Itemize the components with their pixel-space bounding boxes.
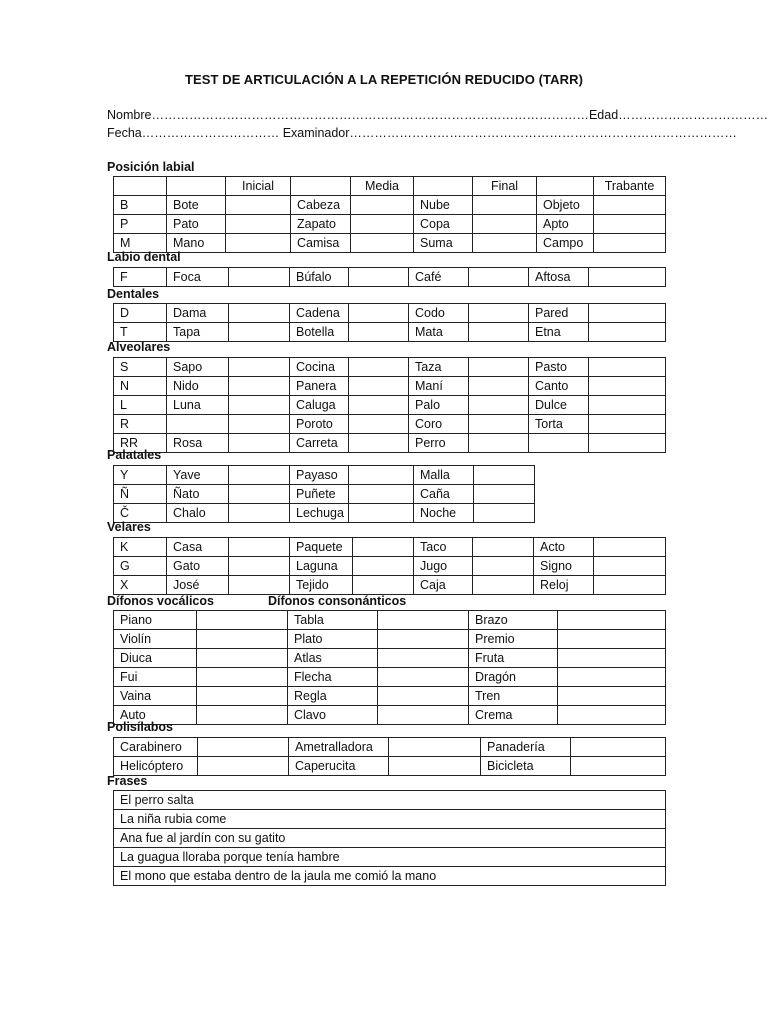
table-cell: R	[114, 415, 167, 434]
section-alveolares: Alveolares	[107, 340, 171, 354]
table-cell	[589, 396, 666, 415]
table-cell	[474, 504, 535, 523]
table-cell: Suma	[414, 234, 473, 253]
table-cell: Lechuga	[290, 504, 349, 523]
header-cell: Final	[473, 177, 537, 196]
table-cell: Copa	[414, 215, 473, 234]
header-cell	[167, 177, 226, 196]
table-cell: Bicicleta	[481, 757, 571, 776]
table-cell: El mono que estaba dentro de la jaula me comió la mano	[114, 867, 666, 886]
table-cell	[349, 485, 414, 504]
table-cell: Violín	[114, 630, 197, 649]
table-cell: Rosa	[167, 434, 229, 453]
table-cell	[594, 576, 666, 595]
table-cell: Torta	[529, 415, 589, 434]
table-cell: Auto	[114, 706, 197, 725]
table-cell	[473, 234, 537, 253]
table-cell: Objeto	[537, 196, 594, 215]
table-cell	[229, 557, 290, 576]
table-cell: Cadena	[290, 304, 349, 323]
table-cell: Cocina	[290, 358, 349, 377]
table-cell: Atlas	[288, 649, 378, 668]
table-row	[114, 304, 666, 323]
table-cell	[229, 466, 290, 485]
table-cell: Y	[114, 466, 167, 485]
table-cell	[351, 196, 414, 215]
table-row	[114, 791, 666, 810]
table-labio-dental	[113, 267, 666, 287]
table-cell: Foca	[167, 268, 229, 287]
table-cell: Botella	[290, 323, 349, 342]
table-cell: Panadería	[481, 738, 571, 757]
table-cell: G	[114, 557, 167, 576]
table-cell: Camisa	[291, 234, 351, 253]
section-difonos-consonanticos: Dífonos consonánticos	[268, 594, 407, 608]
table-cell	[229, 323, 290, 342]
table-cell	[378, 687, 469, 706]
table-cell	[229, 304, 290, 323]
table-row	[114, 504, 535, 523]
table-cell	[353, 538, 414, 557]
table-row	[114, 196, 666, 215]
table-cell: Gato	[167, 557, 229, 576]
table-row	[114, 323, 666, 342]
header-cell	[291, 177, 351, 196]
table-cell: Ñato	[167, 485, 229, 504]
table-cell: Acto	[534, 538, 594, 557]
table-cell	[469, 377, 529, 396]
table-cell	[226, 196, 291, 215]
table-cell: P	[114, 215, 167, 234]
table-cell	[469, 268, 529, 287]
table-row	[114, 466, 535, 485]
table-cell	[473, 538, 534, 557]
table-cell	[349, 415, 409, 434]
table-row	[114, 867, 666, 886]
table-row	[114, 358, 666, 377]
table-cell: Dama	[167, 304, 229, 323]
table-cell	[197, 706, 288, 725]
table-cell: Codo	[409, 304, 469, 323]
header-cell: Trabante	[594, 177, 666, 196]
table-cell	[197, 630, 288, 649]
table-cell	[594, 538, 666, 557]
table-cell	[558, 687, 666, 706]
table-velares	[113, 537, 666, 595]
table-cell	[197, 649, 288, 668]
table-cell	[378, 668, 469, 687]
table-cell: T	[114, 323, 167, 342]
table-cell	[378, 611, 469, 630]
table-cell: Panera	[290, 377, 349, 396]
table-cell	[589, 268, 666, 287]
table-cell: Puñete	[290, 485, 349, 504]
table-cell: Búfalo	[290, 268, 349, 287]
table-cell: Tejido	[290, 576, 353, 595]
table-row	[114, 268, 666, 287]
table-cell	[351, 234, 414, 253]
table-cell	[229, 415, 290, 434]
table-cell: Helicóptero	[114, 757, 198, 776]
table-cell: F	[114, 268, 167, 287]
table-palatales	[113, 465, 535, 523]
table-cell	[349, 304, 409, 323]
table-cell	[474, 466, 535, 485]
table-cell: L	[114, 396, 167, 415]
table-cell: Diuca	[114, 649, 197, 668]
section-frases: Frases	[107, 774, 148, 788]
table-frases	[113, 790, 666, 886]
fecha-examinador-line: Fecha…………………………… Examinador…………………………………………………………………………………	[107, 126, 737, 140]
table-cell: Reloj	[534, 576, 594, 595]
table-cell: Perro	[409, 434, 469, 453]
table-row	[114, 848, 666, 867]
table-cell: Nube	[414, 196, 473, 215]
table-cell: B	[114, 196, 167, 215]
table-cell: Caja	[414, 576, 473, 595]
table-cell	[589, 415, 666, 434]
table-cell	[229, 396, 290, 415]
table-row	[114, 234, 666, 253]
table-cell: Taco	[414, 538, 473, 557]
table-cell	[529, 434, 589, 453]
table-cell: S	[114, 358, 167, 377]
table-cell	[594, 196, 666, 215]
section-posicion-labial: Posición labial	[107, 160, 195, 174]
table-cell: Casa	[167, 538, 229, 557]
table-cell: Cabeza	[291, 196, 351, 215]
table-dentales	[113, 303, 666, 342]
table-cell: Palo	[409, 396, 469, 415]
table-cell: K	[114, 538, 167, 557]
table-cell: Pared	[529, 304, 589, 323]
table-cell: Laguna	[290, 557, 353, 576]
table-cell	[226, 234, 291, 253]
table-cell	[353, 557, 414, 576]
table-row	[114, 557, 666, 576]
header-cell: Inicial	[226, 177, 291, 196]
table-cell	[229, 377, 290, 396]
table-cell: Dulce	[529, 396, 589, 415]
table-cell	[229, 434, 290, 453]
table-cell	[558, 649, 666, 668]
table-cell	[558, 611, 666, 630]
table-cell	[229, 504, 290, 523]
table-cell: Caluga	[290, 396, 349, 415]
table-cell: Zapato	[291, 215, 351, 234]
table-cell	[589, 323, 666, 342]
table-cell: D	[114, 304, 167, 323]
table-cell	[594, 215, 666, 234]
table-cell: Maní	[409, 377, 469, 396]
section-difonos-vocalicos: Dífonos vocálicos	[107, 594, 214, 608]
table-cell: Pato	[167, 215, 226, 234]
table-cell: Bote	[167, 196, 226, 215]
table-cell	[389, 738, 481, 757]
table-cell: Ñ	[114, 485, 167, 504]
table-cell: Paquete	[290, 538, 353, 557]
table-cell	[469, 358, 529, 377]
table-cell	[473, 196, 537, 215]
table-cell	[589, 304, 666, 323]
table-cell: La guagua lloraba porque tenía hambre	[114, 848, 666, 867]
section-polisilabos: Polisílabos	[107, 720, 173, 734]
table-cell: Plato	[288, 630, 378, 649]
table-cell	[473, 576, 534, 595]
table-cell: Regla	[288, 687, 378, 706]
table-cell: Taza	[409, 358, 469, 377]
table-row	[114, 415, 666, 434]
table-row	[114, 611, 666, 630]
table-cell: Poroto	[290, 415, 349, 434]
table-row	[114, 810, 666, 829]
table-cell: Caperucita	[289, 757, 389, 776]
table-cell	[389, 757, 481, 776]
table-cell: Campo	[537, 234, 594, 253]
table-cell: Sapo	[167, 358, 229, 377]
table-cell	[469, 415, 529, 434]
table-row	[114, 485, 535, 504]
table-cell: Luna	[167, 396, 229, 415]
table-cell	[197, 687, 288, 706]
table-cell: Vaina	[114, 687, 197, 706]
header-cell: Media	[351, 177, 414, 196]
table-cell: Nido	[167, 377, 229, 396]
page-title: TEST DE ARTICULACIÓN A LA REPETICIÓN REDUCIDO (TARR)	[184, 72, 584, 87]
table-cell: Jugo	[414, 557, 473, 576]
header-cell	[537, 177, 594, 196]
table-cell	[474, 485, 535, 504]
table-cell	[469, 323, 529, 342]
table-cell	[229, 358, 290, 377]
table-header-row	[114, 177, 666, 196]
table-cell	[589, 358, 666, 377]
table-cell: Mano	[167, 234, 226, 253]
table-cell: Noche	[414, 504, 474, 523]
table-cell	[349, 377, 409, 396]
table-row	[114, 377, 666, 396]
table-difonos	[113, 610, 666, 725]
table-cell: Pasto	[529, 358, 589, 377]
table-cell	[349, 396, 409, 415]
table-cell	[349, 504, 414, 523]
table-row	[114, 829, 666, 848]
table-row	[114, 757, 666, 776]
table-cell: Tabla	[288, 611, 378, 630]
table-cell: Dragón	[469, 668, 558, 687]
table-cell: La niña rubia come	[114, 810, 666, 829]
table-cell	[558, 706, 666, 725]
table-cell	[349, 466, 414, 485]
table-cell	[589, 434, 666, 453]
table-row	[114, 215, 666, 234]
table-polisilabos	[113, 737, 666, 776]
table-cell	[378, 706, 469, 725]
table-cell: Fruta	[469, 649, 558, 668]
table-cell: Premio	[469, 630, 558, 649]
table-row	[114, 576, 666, 595]
table-cell: Tapa	[167, 323, 229, 342]
table-cell	[349, 268, 409, 287]
table-row	[114, 396, 666, 415]
table-cell: Apto	[537, 215, 594, 234]
section-palatales: Palatales	[107, 448, 162, 462]
table-cell	[167, 415, 229, 434]
table-cell: RR	[114, 434, 167, 453]
table-cell: Č	[114, 504, 167, 523]
table-cell	[229, 268, 290, 287]
table-row	[114, 668, 666, 687]
nombre-edad-line: Nombre……………………………………………………………………………………………Edad………………………………	[107, 108, 768, 122]
table-cell: Crema	[469, 706, 558, 725]
table-cell: Payaso	[290, 466, 349, 485]
table-row	[114, 706, 666, 725]
table-cell: Brazo	[469, 611, 558, 630]
table-cell: Yave	[167, 466, 229, 485]
table-row	[114, 738, 666, 757]
table-cell	[197, 668, 288, 687]
table-cell	[229, 538, 290, 557]
table-cell	[349, 434, 409, 453]
table-cell: Canto	[529, 377, 589, 396]
table-cell: M	[114, 234, 167, 253]
table-cell	[571, 738, 666, 757]
table-cell	[378, 649, 469, 668]
header-cell	[414, 177, 473, 196]
section-labio-dental: Labio dental	[107, 250, 181, 264]
table-cell: Carabinero	[114, 738, 198, 757]
table-cell: Aftosa	[529, 268, 589, 287]
table-cell	[198, 738, 289, 757]
table-cell: Carreta	[290, 434, 349, 453]
section-velares: Velares	[107, 520, 151, 534]
table-cell: Tren	[469, 687, 558, 706]
table-cell: José	[167, 576, 229, 595]
table-cell: Ametralladora	[289, 738, 389, 757]
table-cell: Café	[409, 268, 469, 287]
table-cell	[229, 576, 290, 595]
table-cell	[353, 576, 414, 595]
table-cell: Caña	[414, 485, 474, 504]
table-posicion-labial	[113, 176, 666, 253]
table-cell: Chalo	[167, 504, 229, 523]
table-cell: Coro	[409, 415, 469, 434]
table-cell	[351, 215, 414, 234]
table-cell	[594, 557, 666, 576]
table-row	[114, 649, 666, 668]
table-cell	[473, 557, 534, 576]
table-cell	[469, 396, 529, 415]
header-cell	[114, 177, 167, 196]
table-cell: Flecha	[288, 668, 378, 687]
table-cell: X	[114, 576, 167, 595]
table-cell	[349, 323, 409, 342]
table-cell	[229, 485, 290, 504]
table-row	[114, 434, 666, 453]
table-cell	[558, 630, 666, 649]
table-cell: Clavo	[288, 706, 378, 725]
table-cell: Fui	[114, 668, 197, 687]
table-cell: Piano	[114, 611, 197, 630]
table-cell: Signo	[534, 557, 594, 576]
table-cell	[469, 434, 529, 453]
table-cell: Ana fue al jardín con su gatito	[114, 829, 666, 848]
table-cell	[589, 377, 666, 396]
table-cell	[571, 757, 666, 776]
table-cell	[378, 630, 469, 649]
table-row	[114, 630, 666, 649]
table-row	[114, 687, 666, 706]
table-row	[114, 538, 666, 557]
section-dentales: Dentales	[107, 287, 160, 301]
table-cell	[558, 668, 666, 687]
table-cell	[226, 215, 291, 234]
table-cell: Etna	[529, 323, 589, 342]
table-cell: El perro salta	[114, 791, 666, 810]
table-cell: N	[114, 377, 167, 396]
table-cell	[594, 234, 666, 253]
table-cell: Malla	[414, 466, 474, 485]
table-cell	[197, 611, 288, 630]
table-alveolares	[113, 357, 666, 453]
table-cell	[473, 215, 537, 234]
table-cell	[469, 304, 529, 323]
table-cell	[349, 358, 409, 377]
table-cell	[198, 757, 289, 776]
table-cell: Mata	[409, 323, 469, 342]
